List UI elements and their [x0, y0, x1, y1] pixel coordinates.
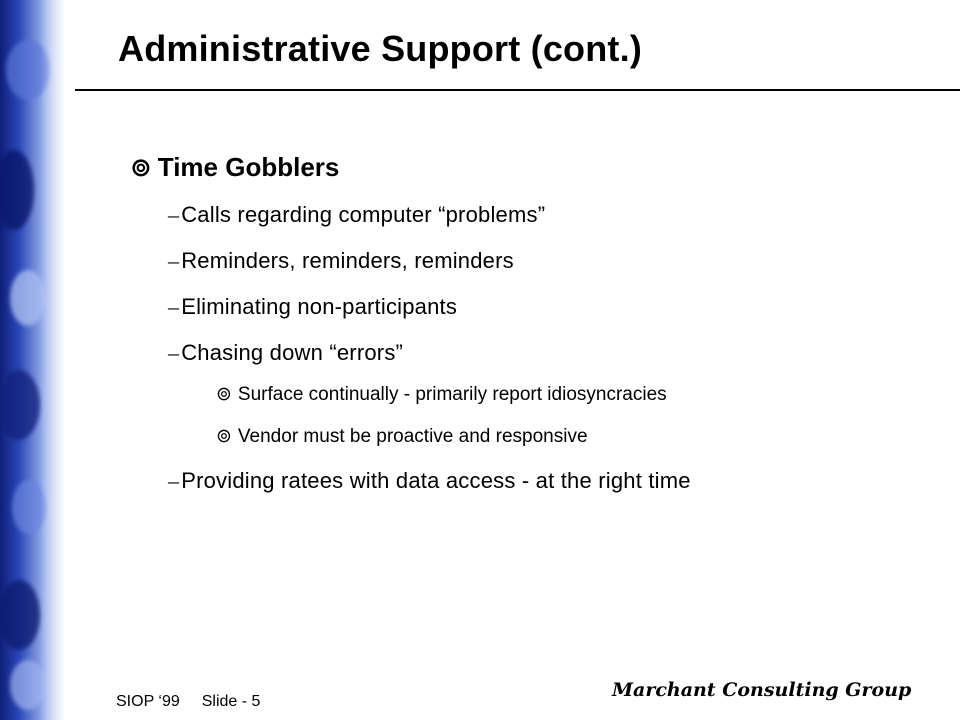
slide-title: Administrative Support (cont.) — [118, 28, 643, 69]
sub-list-item-label: Surface continually - primarily report idiosyncracies — [237, 384, 667, 405]
list-item-label: Calls regarding computer “problems” — [181, 202, 546, 227]
list-item-label: Providing ratees with data access - at the right time — [181, 468, 691, 493]
bullet-time-gobblers — [130, 152, 339, 183]
circled-ring-bullet-icon: ⊚ — [216, 383, 232, 405]
circled-ring-bullet-icon: ⊚ — [130, 153, 152, 183]
list-item-label: Eliminating non-participants — [181, 294, 458, 319]
list-item — [168, 248, 514, 274]
dash-bullet-icon: – — [168, 294, 180, 319]
dash-bullet-icon: – — [168, 468, 180, 493]
list-item-label: Chasing down “errors” — [181, 340, 404, 365]
sub-list-item — [216, 425, 588, 448]
list-item — [168, 340, 403, 366]
list-item-label: Reminders, reminders, reminders — [181, 248, 514, 273]
strip-fade — [40, 0, 90, 720]
dash-bullet-icon: – — [168, 248, 180, 273]
bullet-label: Time Gobblers — [157, 152, 340, 182]
footer-company-logo: Marchant Consulting Group — [612, 679, 912, 701]
sub-list-item — [216, 383, 667, 406]
footer-event: SIOP ‘99 — [116, 693, 180, 710]
sub-list-item-label: Vendor must be proactive and responsive — [237, 426, 588, 447]
footer-slide-number: Slide - 5 — [201, 693, 261, 710]
footer-left — [116, 693, 260, 711]
title-divider — [75, 89, 960, 91]
list-item — [168, 294, 457, 320]
dash-bullet-icon: – — [168, 340, 180, 365]
dash-bullet-icon: – — [168, 202, 180, 227]
list-item — [168, 202, 545, 228]
circled-ring-bullet-icon: ⊚ — [216, 425, 232, 447]
list-item — [168, 468, 691, 494]
